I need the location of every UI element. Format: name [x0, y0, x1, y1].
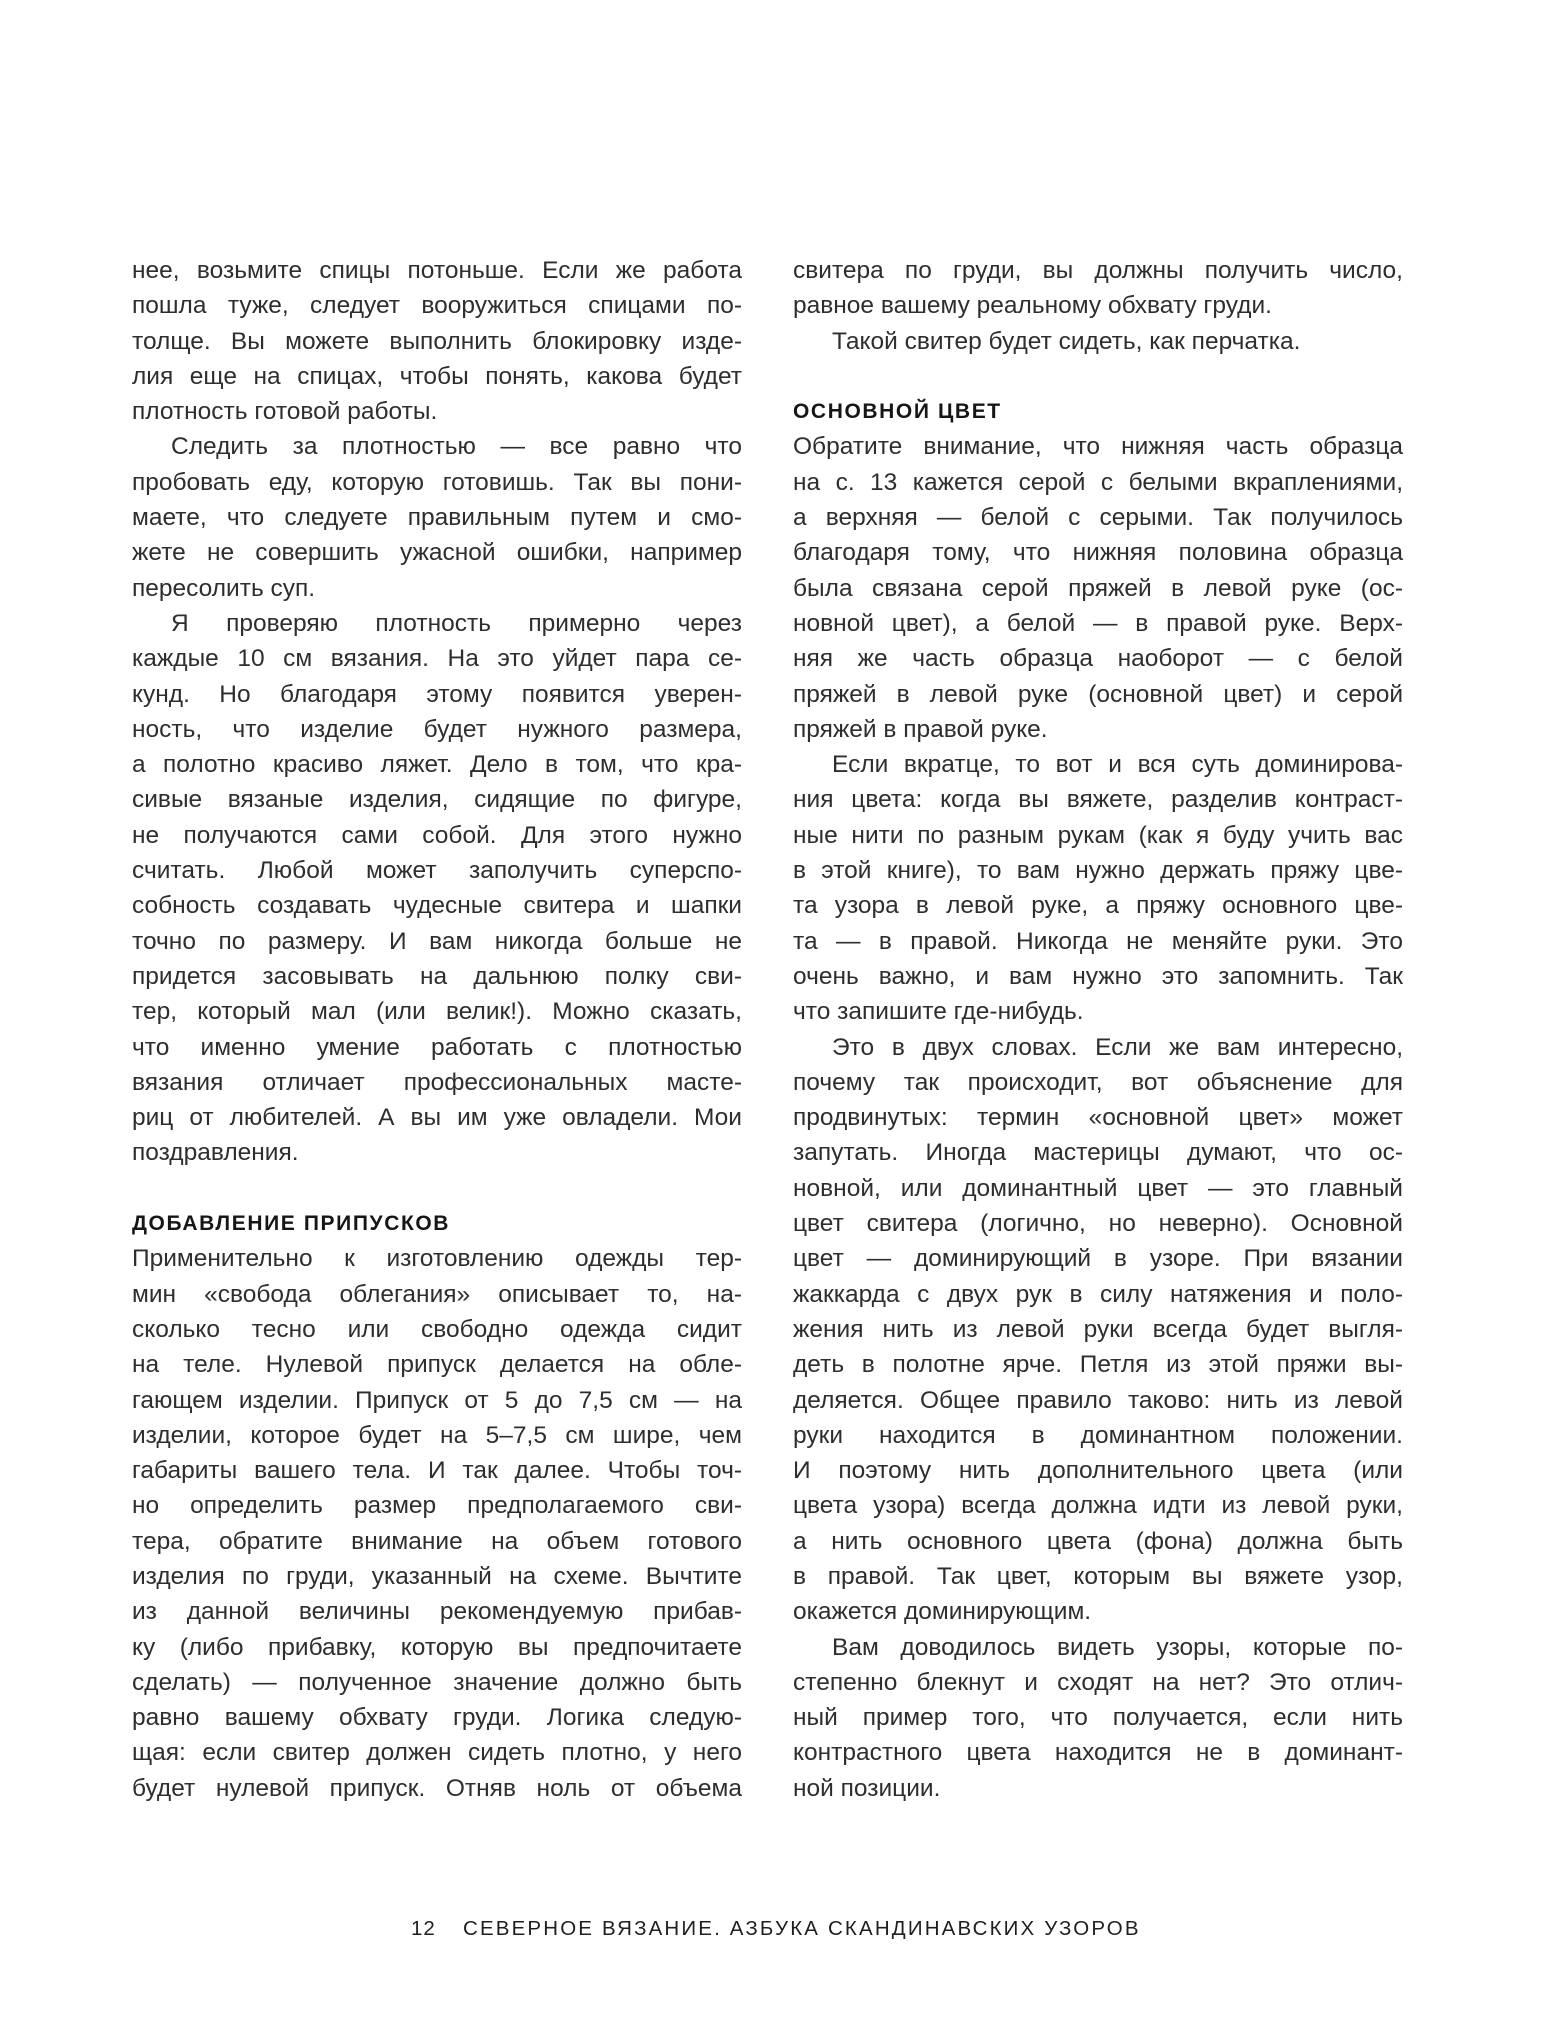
left-text-column — [132, 253, 742, 1806]
text-line: кунд. Но благодаря этому появится уверен- — [132, 680, 742, 708]
text-line: Такой свитер будет сидеть, как перчатка. — [832, 327, 1301, 355]
text-line: свитера по груди, вы должны получить число, — [793, 257, 1403, 284]
text-line: благодаря тому, что нижняя половина образца — [793, 539, 1403, 567]
text-line: жете не совершить ужасной ошибки, например — [132, 539, 742, 567]
text-line: контрастного цвета находится не в доминант- — [793, 1739, 1403, 1767]
text-line: вязания отличает профессиональных масте- — [132, 1068, 742, 1096]
text-line: из данной величины рекомендуемую прибав- — [132, 1598, 742, 1626]
text-line: почему так происходит, вот объяснение для — [793, 1068, 1403, 1096]
text-line: а нить основного цвета (фона) должна быть — [793, 1527, 1403, 1555]
text-line: была связана серой пряжей в левой руке (ос- — [793, 574, 1403, 602]
text-line: мин «свобода облегания» описывает то, на- — [132, 1280, 742, 1308]
text-line: на теле. Нулевой припуск делается на обле- — [132, 1351, 742, 1379]
text-line: Если вкратце, то вот и вся суть доминирова- — [832, 751, 1403, 779]
text-line: пересолить суп. — [132, 574, 316, 602]
text-line: тер, который мал (или велик!). Можно сказать, — [132, 998, 742, 1026]
text-line: считать. Любой может заполучить суперспо- — [132, 857, 742, 885]
text-line: ния цвета: когда вы вяжете, разделив контраст- — [793, 786, 1403, 814]
text-line: маете, что следуете правильным путем и смо- — [132, 504, 742, 532]
text-line: тера, обратите внимание на объем готового — [132, 1527, 742, 1555]
text-line: сивые вязаные изделия, сидящие по фигуре, — [132, 786, 742, 814]
page-footer — [411, 1916, 1141, 1946]
text-line: ность, что изделие будет нужного размера, — [132, 715, 742, 743]
text-line: нее, возьмите спицы потоньше. Если же работа — [132, 257, 742, 284]
text-line: пробовать еду, которую готовишь. Так вы пони- — [132, 468, 742, 496]
text-line: что запишите где-нибудь. — [793, 998, 1084, 1026]
text-line: риц от любителей. А вы им уже овладели. Мои — [132, 1104, 742, 1132]
text-line: та — в правой. Никогда не меняйте руки. Это — [793, 927, 1403, 955]
text-line: деляется. Общее правило таково: нить из левой — [793, 1386, 1403, 1414]
text-line: поздравления. — [132, 1139, 299, 1167]
text-line: габариты вашего тела. И так далее. Чтобы точ- — [132, 1457, 742, 1485]
text-line: точно по размеру. И вам никогда больше не — [132, 927, 742, 955]
running-book-title: СЕВЕРНОЕ ВЯЗАНИЕ. АЗБУКА СКАНДИНАВСКИХ УЗОРОВ — [463, 1917, 1141, 1940]
text-line: степенно блекнут и сходят на нет? Это отлич- — [793, 1668, 1403, 1696]
text-line: жения нить из левой руки всегда будет выгля- — [793, 1315, 1403, 1343]
text-line: запутать. Иногда мастерицы думают, что ос- — [793, 1139, 1403, 1167]
text-line: новной цвет), а белой — в правой руке. Верх- — [793, 609, 1403, 637]
section-heading: ОСНОВНОЙ ЦВЕТ — [793, 400, 1002, 424]
text-line: деть в полотне ярче. Петля из этой пряжи вы- — [793, 1351, 1403, 1379]
text-line: но определить размер предполагаемого сви- — [132, 1492, 742, 1520]
text-line: равное вашему реальному обхвату груди. — [793, 292, 1272, 320]
text-line: в правой. Так цвет, которым вы вяжете узор, — [793, 1562, 1403, 1590]
text-line: Это в двух словах. Если же вам интересно, — [832, 1033, 1403, 1061]
text-line: изделии, которое будет на 5–7,5 см шире, чем — [132, 1421, 742, 1449]
text-line: пряжей в левой руке (основной цвет) и серой — [793, 680, 1403, 708]
text-line: Я проверяю плотность примерно через — [171, 609, 742, 637]
text-line: жаккарда с двух рук в силу натяжения и поло- — [793, 1280, 1403, 1308]
text-line: лия еще на спицах, чтобы понять, какова будет — [132, 362, 742, 390]
text-line: новной, или доминантный цвет — это главный — [793, 1174, 1403, 1202]
text-line: окажется доминирующим. — [793, 1598, 1092, 1626]
text-line: руки находится в доминантном положении. — [793, 1421, 1403, 1449]
text-line: очень важно, и вам нужно это запомнить. Так — [793, 962, 1403, 990]
text-line: на с. 13 кажется серой с белыми вкраплениями, — [793, 468, 1403, 496]
blank-line — [132, 1171, 742, 1206]
text-line: цвет свитера (логично, но неверно). Основной — [793, 1210, 1403, 1238]
text-line: та узора в левой руке, а пряжу основного цве- — [793, 892, 1403, 920]
text-line: няя же часть образца наоборот — с белой — [793, 645, 1403, 673]
text-line: продвинутых: термин «основной цвет» может — [793, 1104, 1403, 1132]
text-line: толще. Вы можете выполнить блокировку изде- — [132, 327, 742, 355]
text-line: придется засовывать на дальнюю полку сви- — [132, 962, 742, 990]
text-line: Вам доводилось видеть узоры, которые по- — [832, 1633, 1403, 1661]
text-line: ку (либо прибавку, которую вы предпочитаете — [132, 1633, 742, 1661]
text-line: ные нити по разным рукам (как я буду учить вас — [793, 821, 1403, 849]
text-line: плотность готовой работы. — [132, 398, 438, 426]
text-line: что именно умение работать с плотностью — [132, 1033, 742, 1061]
text-line: будет нулевой припуск. Отняв ноль от объема — [132, 1774, 742, 1802]
text-line: ной позиции. — [793, 1774, 941, 1802]
section-heading: ДОБАВЛЕНИЕ ПРИПУСКОВ — [132, 1212, 451, 1236]
text-line: цвет — доминирующий в узоре. При вязании — [793, 1245, 1403, 1273]
blank-line — [793, 359, 1403, 394]
text-line: не получаются сами собой. Для этого нужно — [132, 821, 742, 849]
text-line: Обратите внимание, что нижняя часть образца — [793, 433, 1403, 461]
text-line: сколько тесно или свободно одежда сидит — [132, 1315, 742, 1343]
text-line: ный пример того, что получается, если нить — [793, 1704, 1403, 1732]
text-line: пошла туже, следует вооружиться спицами по- — [132, 292, 742, 320]
text-line: гающем изделии. Припуск от 5 до 7,5 см — на — [132, 1386, 742, 1414]
right-text-column — [793, 253, 1403, 1806]
page-number: 12 — [411, 1917, 436, 1940]
text-line: И поэтому нить дополнительного цвета (или — [793, 1457, 1403, 1485]
text-line: Применительно к изготовлению одежды тер- — [132, 1245, 742, 1273]
text-line: пряжей в правой руке. — [793, 715, 1048, 743]
text-line: а полотно красиво ляжет. Дело в том, что кра- — [132, 751, 742, 779]
text-line: а верхняя — белой с серыми. Так получилось — [793, 504, 1403, 532]
text-line: изделия по груди, указанный на схеме. Вычтите — [132, 1562, 742, 1590]
text-line: Следить за плотностью — все равно что — [171, 433, 742, 461]
text-line: собность создавать чудесные свитера и шапки — [132, 892, 742, 920]
text-line: сделать) — полученное значение должно быть — [132, 1668, 742, 1696]
text-line: щая: если свитер должен сидеть плотно, у него — [132, 1739, 742, 1767]
text-line: каждые 10 см вязания. На это уйдет пара се- — [132, 645, 742, 673]
text-line: в этой книге), то вам нужно держать пряжу цве- — [793, 857, 1403, 885]
text-line: цвета узора) всегда должна идти из левой руки, — [793, 1492, 1403, 1520]
text-line: равно вашему обхвату груди. Логика следую- — [132, 1704, 742, 1732]
